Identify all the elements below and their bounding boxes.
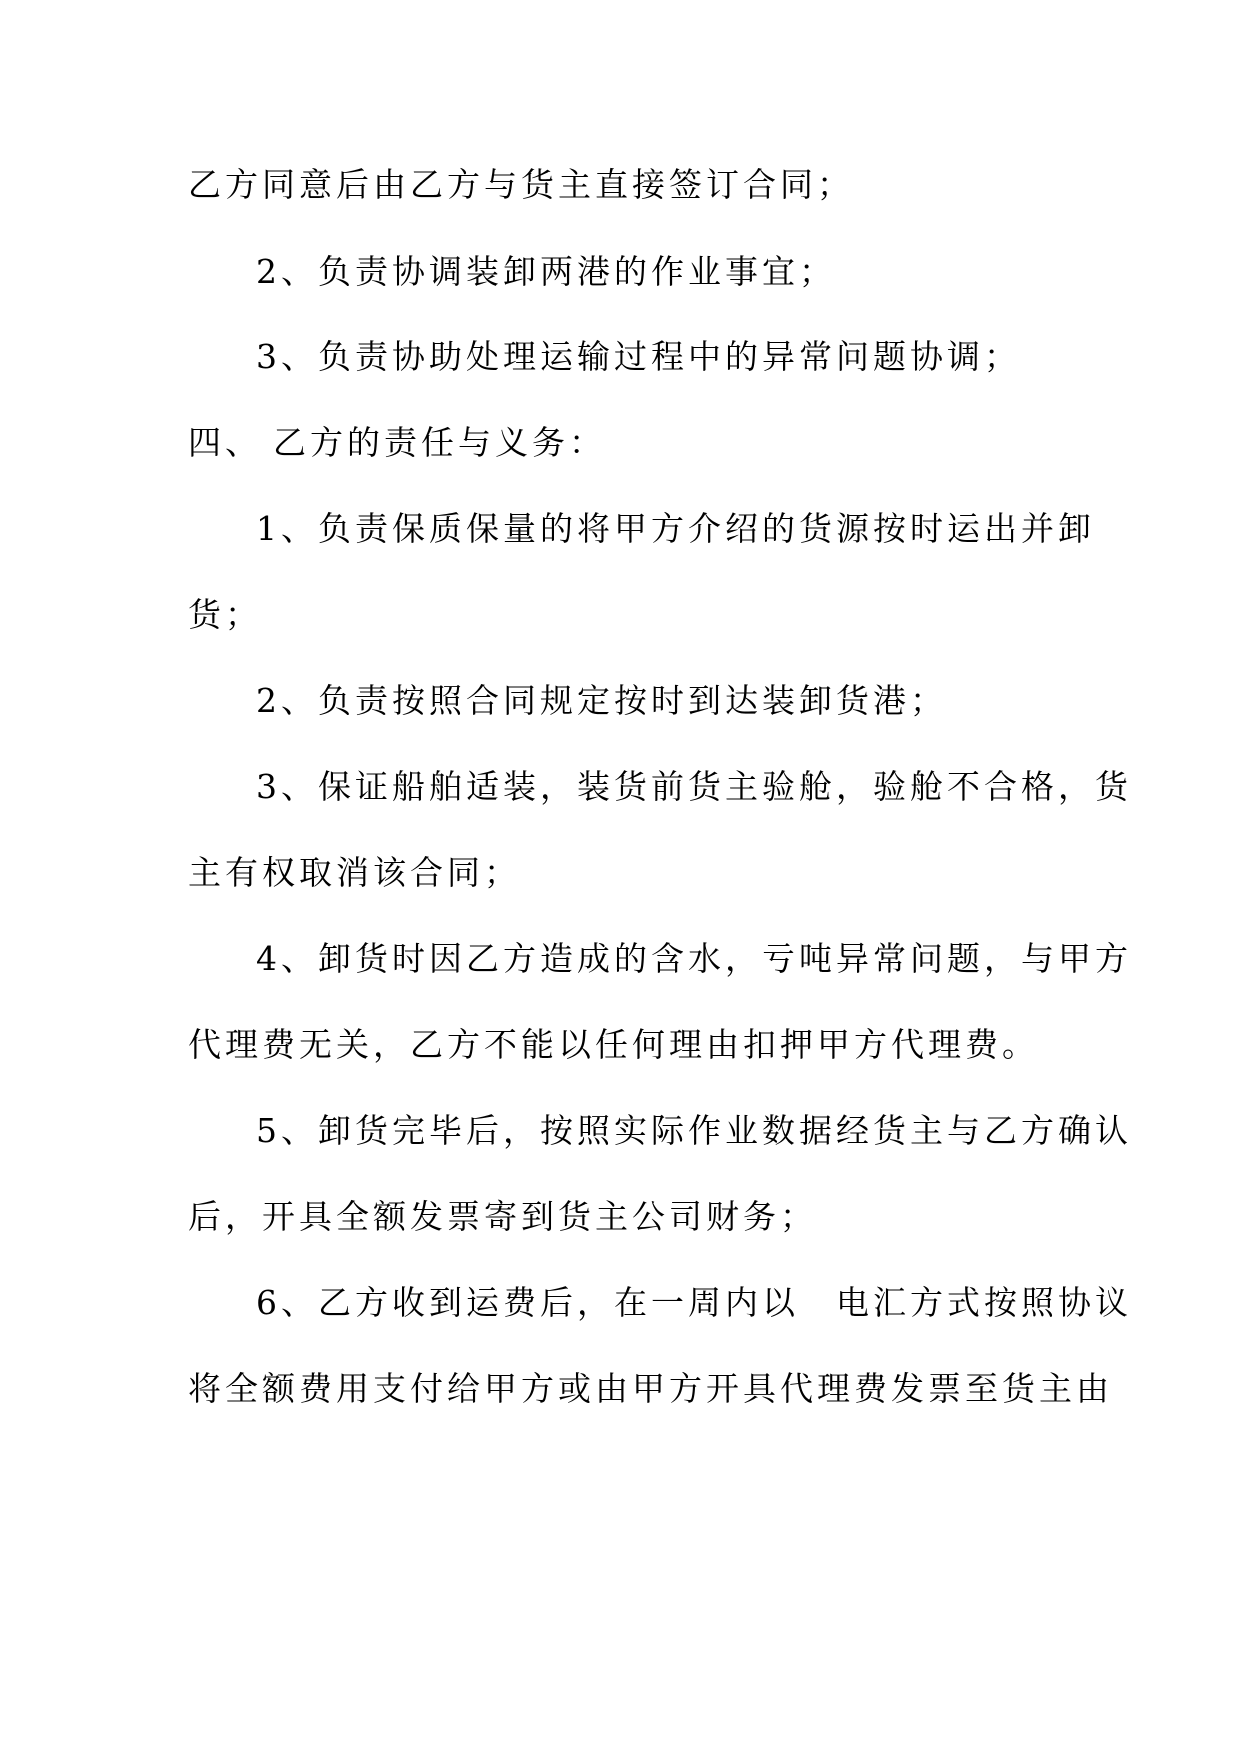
paragraph-line: 乙方同意后由乙方与货主直接签订合同； xyxy=(188,165,854,204)
section-heading xyxy=(188,423,606,463)
paragraph-line: 2、负责按照合同规定按时到达装卸货港； xyxy=(256,681,947,720)
paragraph-line: 主有权取消该合同； xyxy=(188,853,521,892)
paragraph-line: 货； xyxy=(188,595,262,634)
paragraph-line: 3、保证船舶适装，装货前货主验舱，验舱不合格，货 xyxy=(256,767,1132,806)
paragraph-line: 4、卸货时因乙方造成的含水，亏吨异常问题，与甲方 xyxy=(256,939,1132,978)
paragraph-line: 后，开具全额发票寄到货主公司财务； xyxy=(188,1197,817,1236)
paragraph-line: 3、负责协助处理运输过程中的异常问题协调； xyxy=(256,337,1021,376)
paragraph-line: 将全额费用支付给甲方或由甲方开具代理费发票至货主由 xyxy=(188,1369,1113,1408)
section-number: 四、 xyxy=(188,423,262,462)
paragraph-line: 代理费无关，乙方不能以任何理由扣押甲方代理费。 xyxy=(188,1025,1039,1064)
paragraph-line: 2、负责协调装卸两港的作业事宜； xyxy=(256,252,836,291)
paragraph-line: 6、乙方收到运费后，在一周内以 电汇方式按照协议 xyxy=(256,1283,1132,1322)
paragraph-line: 5、卸货完毕后，按照实际作业数据经货主与乙方确认 xyxy=(256,1111,1132,1150)
paragraph-line: 1、负责保质保量的将甲方介绍的货源按时运出并卸 xyxy=(256,509,1095,548)
section-title: 乙方的责任与义务： xyxy=(273,423,606,462)
